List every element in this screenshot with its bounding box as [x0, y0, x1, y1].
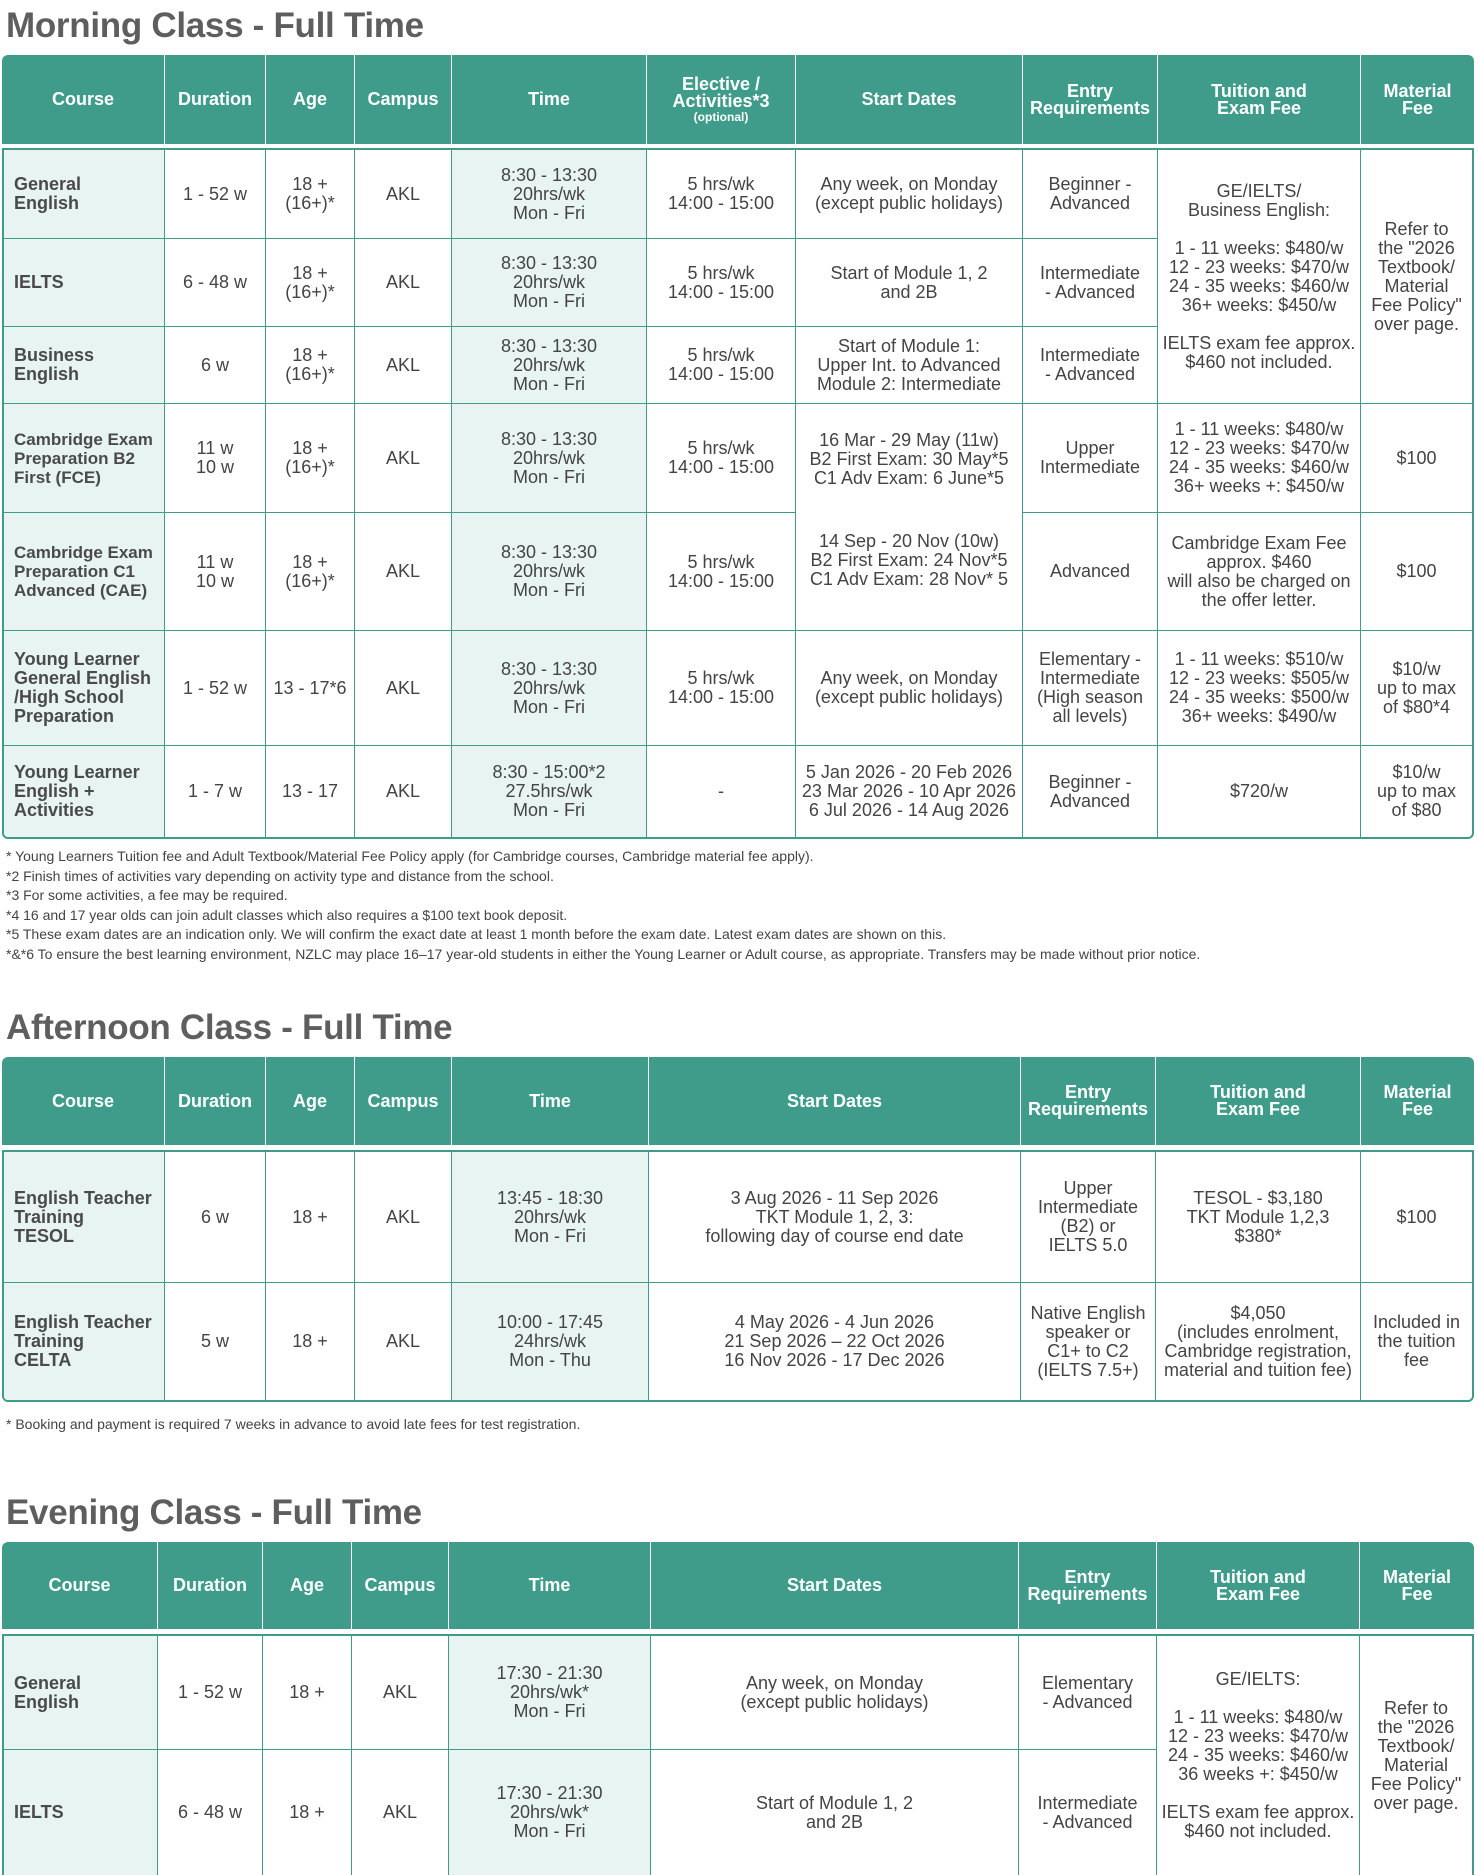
duration-cell: 5 w [200, 1331, 229, 1351]
cambridge-start-dates-1: 16 Mar - 29 May (11w) B2 First Exam: 30 May*5 C1 Adv Exam: 6 June*5 [809, 429, 1009, 488]
header-elective: Elective / Activities*3 [672, 73, 770, 111]
time-cell: 8:30 - 13:30 20hrs/wk Mon - Fri [500, 164, 598, 223]
header-campus: Campus [367, 89, 439, 109]
header-campus: Campus [364, 1575, 436, 1595]
course-cambridge-fce: Cambridge Exam Preparation B2 First (FCE) [14, 429, 153, 487]
material-cell: $10/w up to max of $80*4 [1376, 658, 1457, 717]
header-course: Course [51, 1090, 114, 1111]
entry-cell: Intermediate - Advanced [1039, 262, 1141, 302]
morning-section-title: Morning Class - Full Time [6, 6, 424, 45]
campus-cell: AKL [382, 1682, 418, 1702]
footnote: *&*6 To ensure the best learning environment, NZLC may place 16–17 year-old students in either the Young Learner or Adult course, as appropriate. Transfers may be made without prior notice. [6, 945, 1201, 962]
evening-table-body [2, 1634, 1474, 1875]
merged-fee-cell: GE/IELTS/ Business English: 1 - 11 weeks: $480/w 12 - 23 weeks: $470/w 24 - 35 weeks: $460/w 36+ weeks: $450/w IELTS exam fee approx. $460 not included. [1162, 180, 1356, 372]
merged-material-cell: Refer to the "2026 Textbook/ Material Fee Policy" over page. [1370, 1697, 1462, 1813]
material-cell: $10/w up to max of $80 [1376, 762, 1457, 820]
time-cell: 8:30 - 15:00*2 27.5hrs/wk Mon - Fri [492, 762, 606, 820]
time-cell: 17:30 - 21:30 20hrs/wk* Mon - Fri [496, 1663, 603, 1721]
course-evening-general-english: General English [14, 1672, 82, 1712]
course-business-english: Business English [14, 345, 95, 384]
header-campus: Campus [367, 1090, 439, 1111]
header-fee: Tuition and Exam Fee [1210, 1082, 1306, 1119]
afternoon-section-title: Afternoon Class - Full Time [6, 1008, 453, 1047]
merged-material-cell: Refer to the "2026 Textbook/ Material Fee Policy" over page. [1371, 218, 1462, 334]
footnote: *3 For some activities, a fee may be required. [6, 887, 288, 903]
campus-cell: AKL [382, 1802, 418, 1822]
header-course: Course [48, 1575, 111, 1595]
time-cell: 8:30 - 13:30 20hrs/wk Mon - Fri [500, 253, 598, 311]
entry-cell: Elementary - Advanced [1041, 1672, 1134, 1712]
start-dates-cell: Start of Module 1, 2 and 2B [755, 1792, 914, 1832]
elective-cell: 5 hrs/wk 14:00 - 15:00 [667, 345, 775, 384]
campus-cell: AKL [385, 561, 421, 581]
start-dates-cell: 3 Aug 2026 - 11 Sep 2026 TKT Module 1, 2, 3: following day of course end date [705, 1187, 964, 1246]
time-cell: 8:30 - 13:30 20hrs/wk Mon - Fri [500, 542, 598, 600]
age-cell: 18 + [289, 1802, 325, 1822]
header-time: Time [529, 1090, 571, 1111]
elective-cell: 5 hrs/wk 14:00 - 15:00 [667, 551, 775, 591]
header-material: Material Fee [1383, 1082, 1452, 1119]
footnote: *2 Finish times of activities vary depending on activity type and distance from the school. [6, 867, 554, 884]
header-elective-optional: (optional) [693, 109, 749, 124]
course-celta: English Teacher Training CELTA [14, 1312, 152, 1370]
fee-cell: Cambridge Exam Fee approx. $460 will also be charged on the offer letter. [1167, 532, 1351, 610]
elective-cell: 5 hrs/wk 14:00 - 15:00 [667, 438, 775, 477]
morning-table-body [2, 148, 1474, 839]
header-time: Time [528, 89, 570, 109]
elective-cell: 5 hrs/wk 14:00 - 15:00 [667, 174, 775, 213]
material-cell: $100 [1396, 561, 1437, 581]
morning-table-header [2, 55, 1474, 144]
header-time: Time [528, 1575, 571, 1595]
fee-cell: 1 - 11 weeks: $480/w 12 - 23 weeks: $470/w 24 - 35 weeks: $460/w 36+ weeks +: $450/w [1168, 419, 1350, 496]
fee-cell: TESOL - $3,180 TKT Module 1,2,3 $380* [1186, 1187, 1330, 1246]
header-duration: Duration [178, 1090, 252, 1111]
fee-cell: 1 - 11 weeks: $510/w 12 - 23 weeks: $505/w 24 - 35 weeks: $500/w 36+ weeks: $490/w [1168, 649, 1350, 726]
duration-cell: 11 w 10 w [195, 551, 235, 591]
course-young-learner-ge: Young Learner General English /High School Preparation [14, 649, 152, 726]
material-cell: $100 [1396, 1206, 1437, 1227]
course-young-learner-activities: Young Learner English + Activities [14, 762, 140, 820]
age-cell: 18 + [292, 1331, 328, 1351]
footnote: *4 16 and 17 year olds can join adult classes which also requires a $100 text book deposit. [6, 906, 568, 923]
header-age: Age [292, 1090, 327, 1111]
time-cell: 8:30 - 13:30 20hrs/wk Mon - Fri [500, 658, 598, 717]
footnote: *5 These exam dates are an indication only. We will confirm the exact date at least 1 month before the exam date. Latest exam dates are shown on this. [6, 926, 947, 942]
header-start-dates: Start Dates [786, 1575, 883, 1595]
start-dates-cell: Any week, on Monday (except public holidays) [814, 174, 1004, 213]
time-cell: 8:30 - 13:30 20hrs/wk Mon - Fri [500, 428, 598, 487]
age-cell: 18 + (16+)* [285, 345, 335, 384]
age-cell: 18 + (16+)* [285, 174, 335, 213]
entry-cell: Beginner - Advanced [1048, 771, 1132, 811]
campus-cell: AKL [385, 781, 421, 801]
elective-cell: 5 hrs/wk 14:00 - 15:00 [667, 668, 775, 707]
start-dates-cell: Any week, on Monday (except public holidays) [740, 1672, 929, 1712]
header-duration: Duration [173, 1575, 247, 1595]
duration-cell: 1 - 52 w [182, 183, 248, 204]
course-ielts: IELTS [14, 272, 64, 292]
header-material: Material Fee [1383, 80, 1452, 118]
header-material: Material Fee [1382, 1566, 1452, 1604]
campus-cell: AKL [385, 354, 421, 375]
age-cell: 18 + [289, 1682, 325, 1702]
entry-cell: Upper Intermediate [1039, 438, 1141, 477]
evening-table-header [2, 1542, 1474, 1629]
course-cambridge-cae: Cambridge Exam Preparation C1 Advanced (CAE) [14, 543, 153, 600]
header-entry: Entry Requirements [1027, 1082, 1149, 1119]
start-dates-cell: Start of Module 1: Upper Int. to Advanced Module 2: Intermediate [816, 335, 1002, 394]
campus-cell: AKL [385, 1331, 421, 1351]
course-tesol: English Teacher Training TESOL [14, 1187, 152, 1246]
time-cell: 10:00 - 17:45 24hrs/wk Mon - Thu [496, 1312, 604, 1370]
duration-cell: 6 - 48 w [182, 272, 248, 292]
course-general-english: General English [14, 174, 82, 213]
entry-cell: Native English speaker or C1+ to C2 (IELTS 7.5+) [1030, 1302, 1146, 1380]
entry-cell: Intermediate - Advanced [1039, 345, 1141, 384]
duration-cell: 1 - 52 w [182, 677, 248, 698]
header-entry: Entry Requirements [1029, 80, 1151, 118]
material-cell: $100 [1396, 447, 1437, 468]
campus-cell: AKL [385, 447, 421, 468]
campus-cell: AKL [385, 1206, 421, 1227]
age-cell: 18 + [292, 1206, 328, 1227]
age-cell: 13 - 17 [281, 781, 339, 801]
header-duration: Duration [178, 89, 252, 109]
fee-cell: $4,050 (includes enrolment, Cambridge registration, material and tuition fee) [1163, 1302, 1353, 1380]
duration-cell: 6 w [200, 354, 229, 375]
start-dates-cell: Any week, on Monday (except public holidays) [814, 668, 1004, 707]
material-cell: Included in the tuition fee [1372, 1312, 1461, 1370]
age-cell: 13 - 17*6 [273, 677, 347, 698]
header-age: Age [289, 1575, 324, 1595]
time-cell: 8:30 - 13:30 20hrs/wk Mon - Fri [500, 335, 598, 394]
afternoon-footnote: * Booking and payment is required 7 weeks in advance to avoid late fees for test registration. [6, 1416, 581, 1432]
time-cell: 13:45 - 18:30 20hrs/wk Mon - Fri [496, 1187, 604, 1246]
course-evening-ielts: IELTS [14, 1802, 64, 1822]
duration-cell: 1 - 7 w [187, 781, 243, 801]
start-dates-cell: 5 Jan 2026 - 20 Feb 2026 23 Mar 2026 - 10 Apr 2026 6 Jul 2026 - 14 Aug 2026 [801, 762, 1017, 820]
campus-cell: AKL [385, 183, 421, 204]
header-entry: Entry Requirements [1027, 1566, 1148, 1604]
header-start-dates: Start Dates [861, 89, 957, 109]
cambridge-start-dates-2: 14 Sep - 20 Nov (10w) B2 First Exam: 24 Nov*5 C1 Adv Exam: 28 Nov* 5 [809, 530, 1009, 589]
entry-cell: Advanced [1049, 561, 1131, 581]
campus-cell: AKL [385, 677, 421, 698]
entry-cell: Beginner - Advanced [1048, 174, 1132, 213]
duration-cell: 6 w [200, 1206, 229, 1227]
age-cell: 18 + (16+)* [285, 438, 335, 477]
age-cell: 18 + (16+)* [285, 262, 335, 302]
evening-section-title: Evening Class - Full Time [6, 1493, 422, 1532]
fee-cell: $720/w [1229, 781, 1289, 801]
entry-cell: Elementary - Intermediate (High season all levels) [1036, 649, 1144, 726]
header-fee: Tuition and Exam Fee [1210, 1566, 1306, 1604]
time-cell: 17:30 - 21:30 20hrs/wk* Mon - Fri [496, 1783, 603, 1841]
duration-cell: 6 - 48 w [177, 1802, 243, 1822]
morning-footnotes [6, 847, 1200, 964]
afternoon-table-body [2, 1150, 1474, 1402]
elective-cell: 5 hrs/wk 14:00 - 15:00 [667, 262, 775, 302]
entry-cell: Upper Intermediate (B2) or IELTS 5.0 [1037, 1178, 1139, 1255]
start-dates-cell: Start of Module 1, 2 and 2B [830, 262, 988, 302]
header-start-dates: Start Dates [786, 1090, 883, 1111]
header-fee: Tuition and Exam Fee [1211, 80, 1307, 118]
entry-cell: Intermediate - Advanced [1037, 1792, 1138, 1832]
duration-cell: 11 w 10 w [195, 438, 235, 477]
footnote: * Young Learners Tuition fee and Adult Textbook/Material Fee Policy apply (for Cambridge courses, Cambridge material fee apply). [6, 848, 814, 864]
merged-fee-cell: GE/IELTS: 1 - 11 weeks: $480/w 12 - 23 weeks: $470/w 24 - 35 weeks: $460/w 36 weeks +: $450/w IELTS exam fee approx. $460 not included. [1161, 1669, 1355, 1841]
duration-cell: 1 - 52 w [177, 1682, 243, 1702]
campus-cell: AKL [385, 272, 421, 292]
afternoon-table-header [2, 1057, 1474, 1145]
header-course: Course [51, 89, 114, 109]
elective-cell: - [718, 781, 724, 801]
header-age: Age [292, 89, 327, 109]
age-cell: 18 + (16+)* [285, 551, 335, 591]
start-dates-cell: 4 May 2026 - 4 Jun 2026 21 Sep 2026 – 22 Oct 2026 16 Nov 2026 - 17 Dec 2026 [724, 1312, 945, 1370]
